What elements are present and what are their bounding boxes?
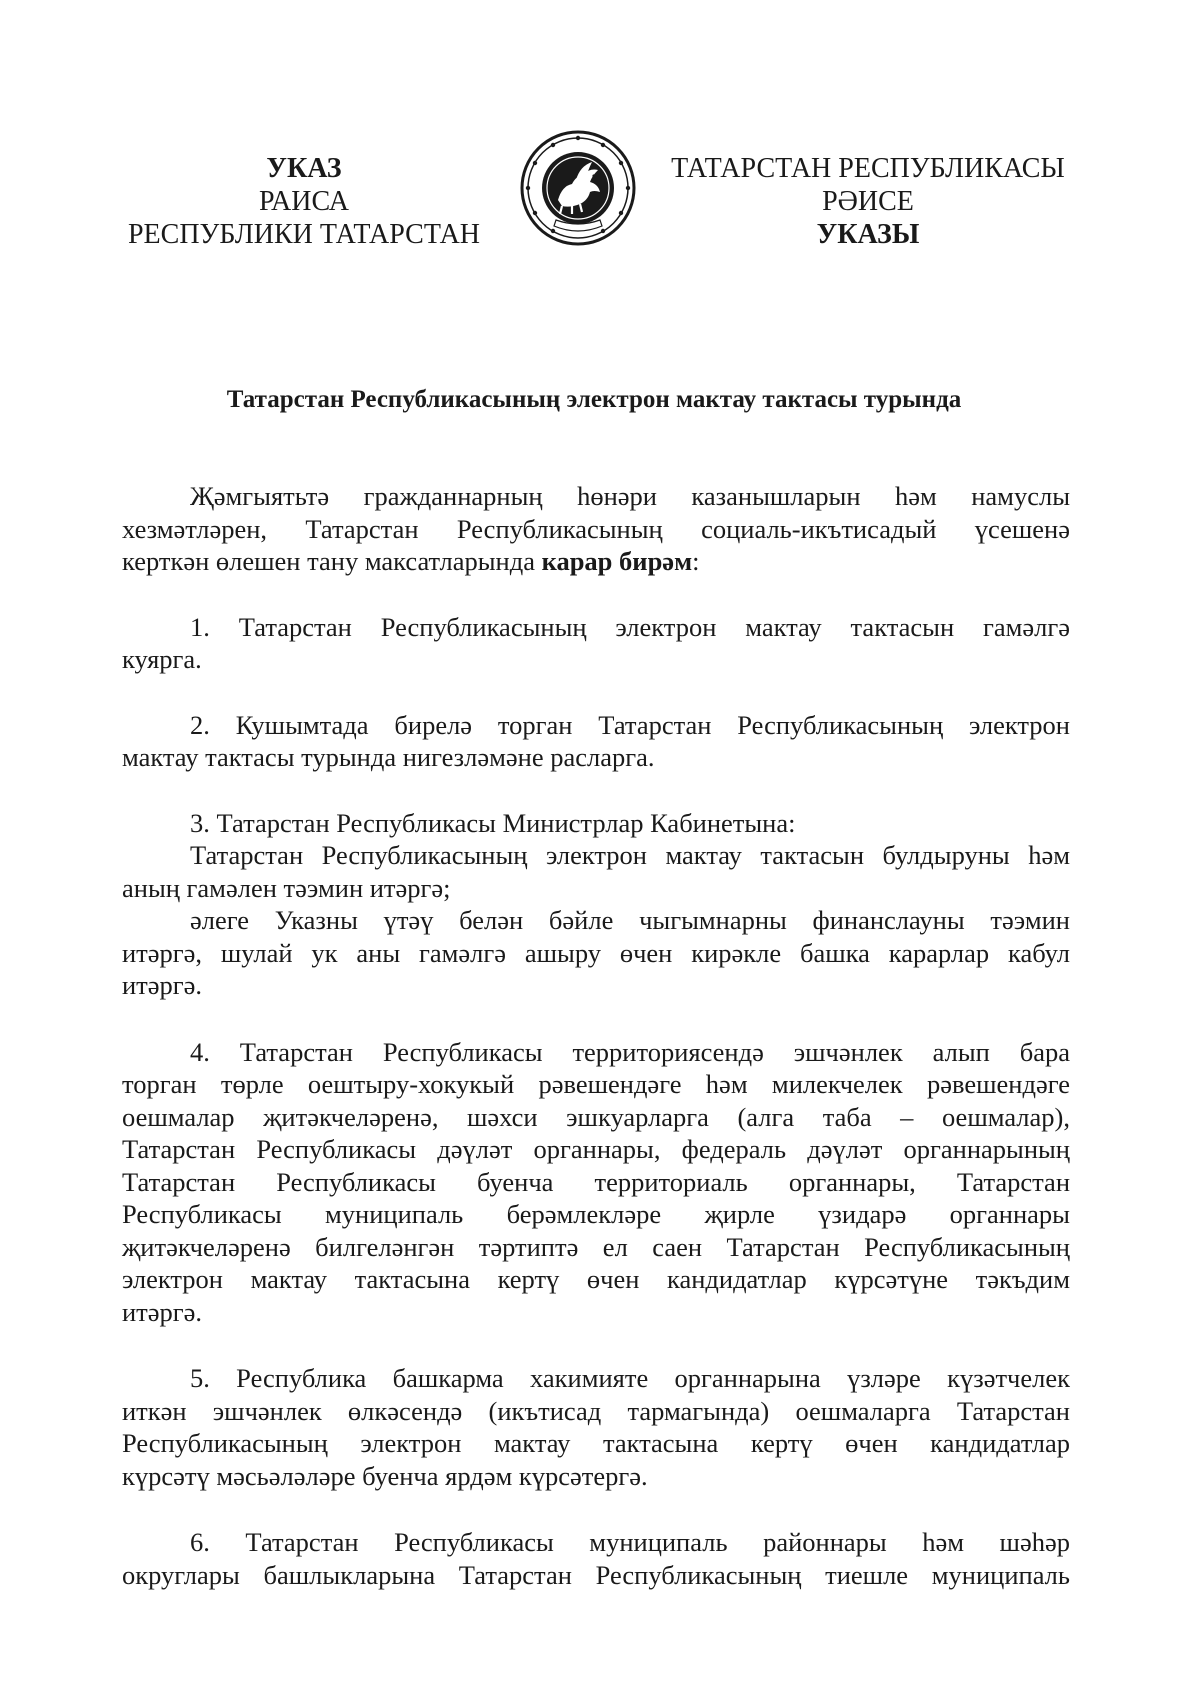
header-left-line-1: УКАЗ <box>266 153 342 184</box>
item-line: Республикасы муниципаль берәмлекләре җирле үзидарә органнары <box>122 1199 1070 1229</box>
tatarstan-coat-of-arms-icon <box>518 128 638 248</box>
item-1-paragraph <box>122 611 1070 676</box>
item-line: 1. Татарстан Республикасының электрон мактау тактасын гамәлгә <box>190 611 1070 642</box>
header-right-line-3: УКАЗЫ <box>816 219 920 250</box>
item-3-paragraph <box>122 807 1070 1002</box>
item-line: электрон мактау тактасына кертү өчен кандидатлар күрсәтүне тәкъдим <box>122 1264 1070 1294</box>
item-line: оешмалар җитәкчеләренә, шәхси эшкуарларга (алга таба – оешмалар), <box>122 1101 1070 1132</box>
document-title: Татарстан Республикасының электрон мактау тактасы турында <box>226 386 962 413</box>
item-5-paragraph <box>122 1362 1070 1492</box>
item-6-paragraph <box>122 1526 1070 1591</box>
item-line: Татарстан Республикасы дәүләт органнары, федераль дәүләт органнарының <box>122 1134 1070 1164</box>
item-line: торган төрле оештыру-хокукый рәвешендәге һәм милекчелек рәвешендәге <box>122 1069 1070 1099</box>
item-line: итәргә, шулай ук аны гамәлгә ашыру өчен кирәкле башка карарлар кабул <box>122 937 1070 968</box>
item-line: округлары башлыкларына Татарстан Республикасының тиешле муниципаль <box>122 1559 1070 1590</box>
item-line: Республикасының электрон мактау тактасына кертү өчен кандидатлар <box>122 1428 1070 1458</box>
item-line: 3. Татарстан Республикасы Министрлар Кабинетына: <box>190 807 796 838</box>
item-line: күрсәтү мәсьәләләре буенча ярдәм күрсәтергә. <box>122 1460 648 1491</box>
item-2-paragraph <box>122 709 1070 774</box>
item-line: Татарстан Республикасының электрон мактау тактасын булдыруны һәм <box>190 840 1070 870</box>
preamble-colon: : <box>692 546 700 576</box>
item-line: иткән эшчәнлек өлкәсендә (икътисад тармагында) оешмаларга Татарстан <box>122 1395 1070 1426</box>
item-line: 6. Татарстан Республикасы муниципаль районнары һәм шәһәр <box>190 1527 1070 1557</box>
item-line: әлеге Указны үтәү белән бәйле чыгымнарны финанслауны тәэмин <box>190 905 1070 935</box>
item-line: 5. Республика башкарма хакимияте органнарына үзләре күзәтчелек <box>190 1363 1070 1393</box>
preamble-line-final <box>122 545 1070 578</box>
item-line: Татарстан Республикасы буенча территориаль органнары, Татарстан <box>122 1166 1070 1197</box>
preamble-line: Җәмгыятьтә гражданнарның һөнәри казанышларын һәм намуслы <box>190 481 1070 511</box>
item-line: итәргә. <box>122 1296 203 1327</box>
item-line: 2. Кушымтада бирелә торган Татарстан Республикасының электрон <box>190 709 1070 740</box>
item-line: мактау тактасы турында нигезләмәне расларга. <box>122 742 655 772</box>
header-right-line-1: ТАТАРСТАН РЕСПУБЛИКАСЫ <box>671 153 1065 184</box>
header-right-tatar <box>668 152 1068 251</box>
header-left-russian <box>118 152 490 251</box>
item-4-paragraph <box>122 1036 1070 1329</box>
item-line: аның гамәлен тәэмин итәргә; <box>122 872 451 903</box>
header-left-line-2: РАИСА <box>259 186 349 217</box>
item-line: куярга. <box>122 644 202 674</box>
header-right-line-2: РӘИСЕ <box>822 186 914 217</box>
preamble-decision-bold: карар бирәм <box>541 546 693 576</box>
preamble-paragraph <box>122 480 1070 578</box>
preamble-line: хезмәтләрен, Татарстан Республикасының социаль-икътисадый үсешенә <box>122 513 1070 544</box>
item-line: итәргә. <box>122 970 203 1000</box>
item-line: җитәкчеләренә билгеләнгән тәртиптә ел саен Татарстан Республикасының <box>122 1231 1070 1262</box>
preamble-text: керткән өлешен тану максатларында <box>122 546 542 576</box>
header-left-line-3: РЕСПУБЛИКИ ТАТАРСТАН <box>127 219 481 250</box>
item-line: 4. Татарстан Республикасы территориясендә эшчәнлек алып бара <box>190 1036 1070 1067</box>
document-body <box>122 480 1070 1591</box>
